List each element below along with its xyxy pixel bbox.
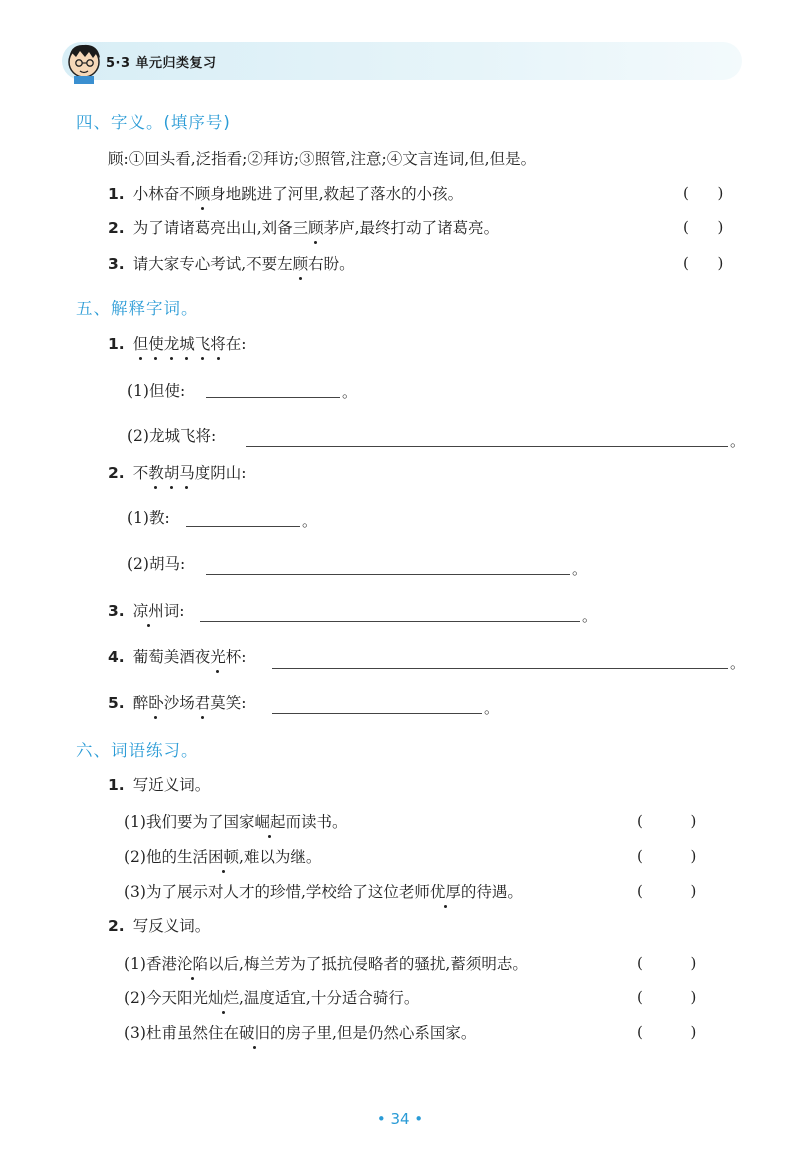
answer-box[interactable]: ( ) <box>637 1023 697 1041</box>
ant-item-2: (2)今天阳光灿烂,温度适宜,十分适合骑行。 <box>124 989 420 1007</box>
page-number: • 34 • <box>376 1110 424 1128</box>
answer-box[interactable]: ( ) <box>683 184 724 202</box>
period: 。 <box>342 383 358 401</box>
s6-sub2: 2. 写反义词。 <box>108 917 211 935</box>
period: 。 <box>730 654 746 672</box>
period: 。 <box>302 512 318 530</box>
answer-box[interactable]: ( ) <box>637 954 697 972</box>
section-5-title: 五、解释字词。 <box>76 299 199 318</box>
s5-q1b-label: (2)龙城飞将: <box>127 427 217 445</box>
student-mascot-icon <box>60 36 108 84</box>
s4-item-1: 1. 小林奋不顾身地跳进了河里,救起了落水的小孩。 <box>108 185 464 203</box>
definitions-line: 顾:①回头看,泛指看;②拜访;③照管,注意;④文言连词,但,但是。 <box>108 150 537 168</box>
answer-box[interactable]: ( ) <box>637 988 697 1006</box>
answer-blank[interactable] <box>272 713 482 714</box>
s6-sub1: 1. 写近义词。 <box>108 776 211 794</box>
ant-item-3: (3)杜甫虽然住在破旧的房子里,但是仍然心系国家。 <box>124 1024 477 1042</box>
answer-blank[interactable] <box>206 574 570 575</box>
answer-box[interactable]: ( ) <box>683 254 724 272</box>
s5-q2a-label: (1)教: <box>127 509 170 527</box>
answer-box[interactable]: ( ) <box>637 847 697 865</box>
s5-q2: 2. 不教胡马度阴山: <box>108 464 247 482</box>
answer-box[interactable]: ( ) <box>637 812 697 830</box>
s5-q4: 4. 葡萄美酒夜光杯: <box>108 648 247 666</box>
s5-q2b-label: (2)胡马: <box>127 555 186 573</box>
answer-blank[interactable] <box>246 446 728 447</box>
s4-item-2: 2. 为了请诸葛亮出山,刘备三顾茅庐,最终打动了诸葛亮。 <box>108 219 500 237</box>
period: 。 <box>582 607 598 625</box>
s5-q1a-label: (1)但使: <box>127 382 186 400</box>
ant-item-1: (1)香港沦陷以后,梅兰芳为了抵抗侵略者的骚扰,蓄须明志。 <box>124 955 528 973</box>
answer-blank[interactable] <box>272 668 728 669</box>
answer-box[interactable]: ( ) <box>637 882 697 900</box>
syn-item-1: (1)我们要为了国家崛起而读书。 <box>124 813 348 831</box>
section-4-title: 四、字义。(填序号) <box>76 113 231 132</box>
period: 。 <box>572 560 588 578</box>
period: 。 <box>730 432 746 450</box>
s5-q3: 3. 凉州词: <box>108 602 185 620</box>
s5-q5: 5. 醉卧沙场君莫笑: <box>108 694 247 712</box>
answer-blank[interactable] <box>186 526 300 527</box>
section-6-title: 六、词语练习。 <box>76 741 199 760</box>
answer-box[interactable]: ( ) <box>683 218 724 236</box>
syn-item-2: (2)他的生活困顿,难以为继。 <box>124 848 322 866</box>
syn-item-3: (3)为了展示对人才的珍惜,学校给了这位老师优厚的待遇。 <box>124 883 523 901</box>
period: 。 <box>484 699 500 717</box>
s4-item-3: 3. 请大家专心考试,不要左顾右盼。 <box>108 255 355 273</box>
header-title: 5·3 单元归类复习 <box>106 56 217 71</box>
answer-blank[interactable] <box>200 621 580 622</box>
s5-q1: 1. 但使龙城飞将在: <box>108 335 247 353</box>
answer-blank[interactable] <box>206 397 340 398</box>
